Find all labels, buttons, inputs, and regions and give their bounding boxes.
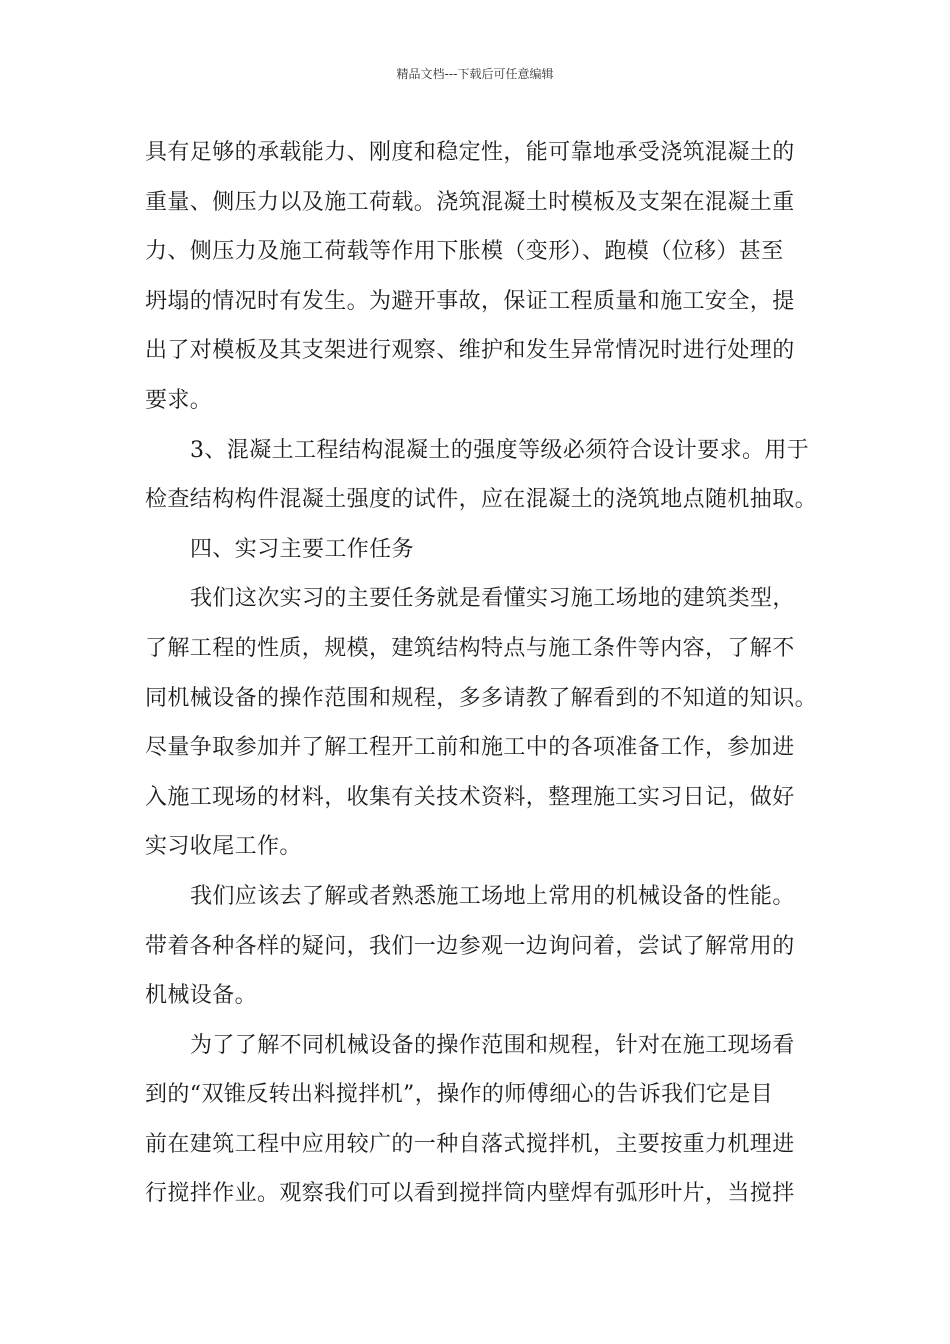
text-line: 我们应该去了解或者熟悉施工场地上常用的机械设备的性能。 <box>190 883 795 909</box>
text-line: 我们这次实习的主要任务就是看懂实习施工场地的建筑类型， <box>190 586 795 612</box>
text-line: 出了对模板及其支架进行观察、维护和发生异常情况时进行处理的 <box>145 338 795 364</box>
text-line: 3、混凝土工程结构混凝土的强度等级必须符合设计要求。用于 <box>190 437 810 463</box>
text-line: 了解工程的性质，规模，建筑结构特点与施工条件等内容，了解不 <box>145 635 795 661</box>
text-line: 入施工现场的材料，收集有关技术资料，整理施工实习日记，做好 <box>145 784 795 810</box>
text-line: 机械设备。 <box>145 983 258 1009</box>
document-body <box>145 128 817 1219</box>
text-line: 实习收尾工作。 <box>145 834 302 860</box>
text-line: 带着各种各样的疑问，我们一边参观一边询问着，尝试了解常用的 <box>145 933 795 959</box>
text-line: 同机械设备的操作范围和规程，多多请教了解看到的不知道的知识。 <box>145 685 818 711</box>
text-line: 前在建筑工程中应用较广的一种自落式搅拌机，主要按重力机理进 <box>145 1131 795 1157</box>
text-line: 坍塌的情况时有发生。为避开事故，保证工程质量和施工安全，提 <box>145 288 795 314</box>
text-line: 为了了解不同机械设备的操作范围和规程，针对在施工现场看 <box>190 1032 795 1058</box>
section-heading: 四、实习主要工作任务 <box>190 536 415 562</box>
text-line: 尽量争取参加并了解工程开工前和施工中的各项准备工作，参加进 <box>145 735 795 761</box>
text-line: 检查结构构件混凝土强度的试件，应在混凝土的浇筑地点随机抽取。 <box>145 487 818 513</box>
text-line: 行搅拌作业。观察我们可以看到搅拌筒内壁焊有弧形叶片，当搅拌 <box>145 1181 795 1207</box>
text-line: 重量、侧压力以及施工荷载。浇筑混凝土时模板及支架在混凝土重 <box>145 189 795 215</box>
text-line: 力、侧压力及施工荷载等作用下胀模（变形）、跑模（位移）甚至 <box>145 239 784 265</box>
page-header: 精品文档---下载后可任意编辑 <box>396 67 554 81</box>
text-line: 要求。 <box>145 387 213 413</box>
text-line: 到的“双锥反转出料搅拌机”，操作的师傅细心的告诉我们它是目 <box>145 1082 774 1108</box>
text-line: 具有足够的承载能力、刚度和稳定性，能可靠地承受浇筑混凝土的 <box>145 140 795 165</box>
